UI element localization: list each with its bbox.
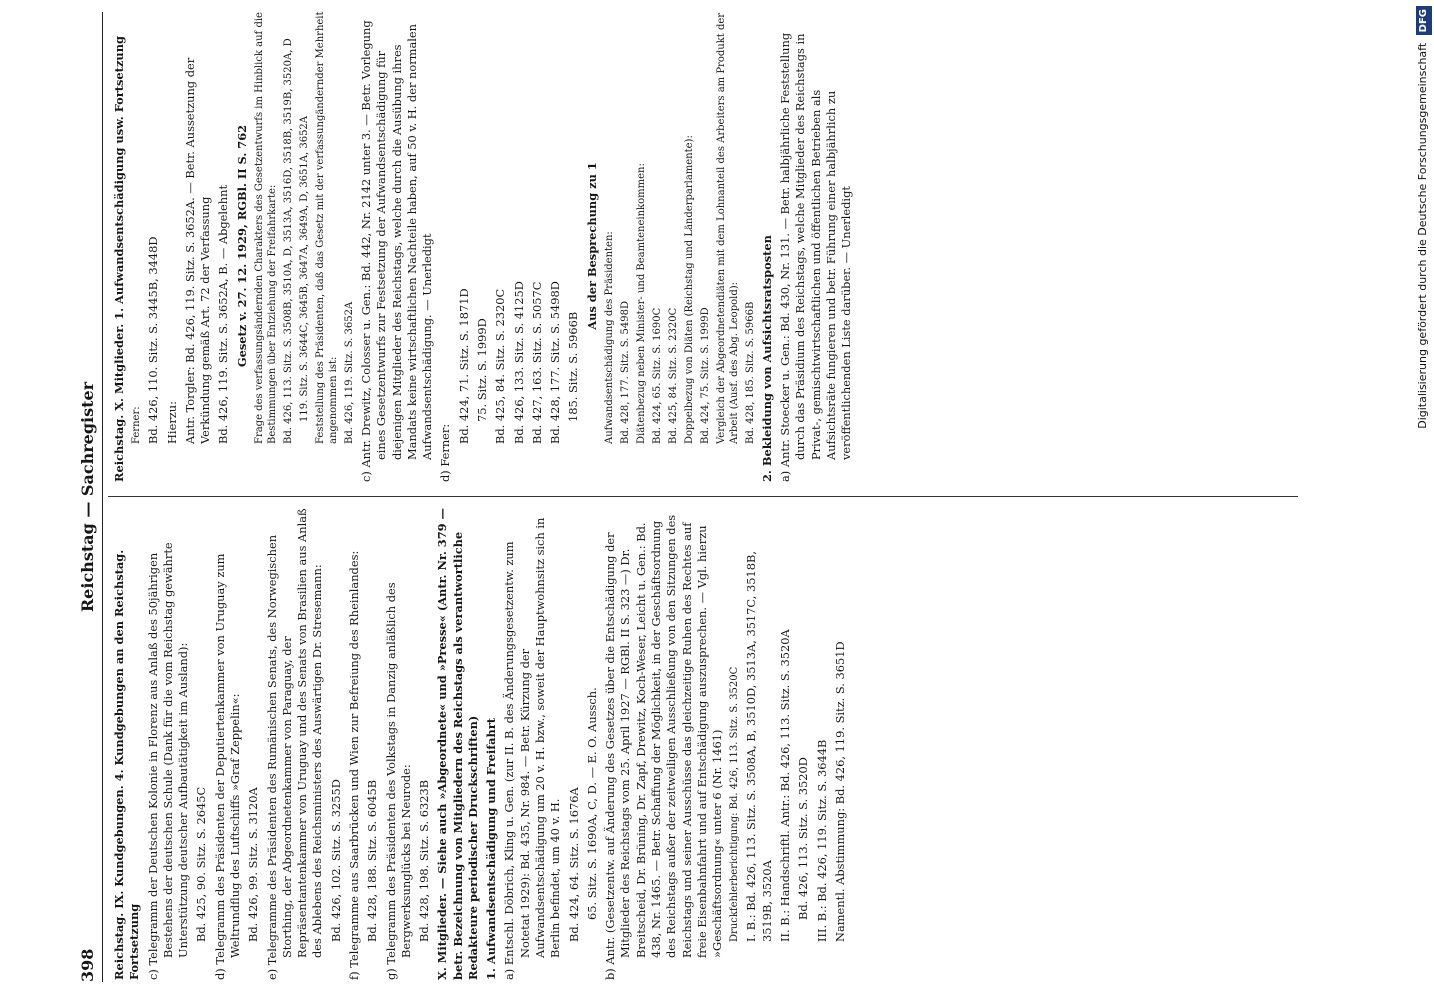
- left-column-entry: g) Telegramm des Präsidenten des Volkstags in Danzig anläßlich des Bergwerksunglücks bei Neurode:: [383, 582, 413, 980]
- right-column-entry: Vergleich der Abgeordnetendiäten mit dem Lohnanteil des Arbeiters am Produkt der Arbeit (Ausf. des Abg. Leopold):: [715, 12, 740, 444]
- dfg-logo: DFG: [1416, 6, 1432, 35]
- right-column-entry: Bd. 428, 185. Sitz. S. 5966B: [744, 301, 756, 444]
- right-column-entry: Gesetz v. 27. 12. 1929, RGBl. II S. 762: [234, 124, 249, 368]
- right-column-entry: 75. Sitz. S. 1999D: [474, 318, 489, 422]
- right-column-entry: Bd. 426, 110. Sitz. S. 3445B, 3448D: [146, 236, 161, 444]
- right-column-entry: Aus der Besprechung zu 1: [584, 162, 599, 330]
- right-column-entry: 2. Bekleidung von Aufsichtsratsposten: [759, 235, 774, 482]
- right-column-entry: Aufwandsentschädigung des Präsidenten:: [603, 231, 615, 444]
- right-column-entry: Doppelbezug von Diäten (Reichstag und Länderparlamente):: [683, 135, 695, 444]
- right-column-entry: Bd. 424, 75. Sitz. S. 1999D: [699, 307, 711, 444]
- left-column-entry: b) Antr. (Gesetzentw. auf Änderung des Gesetzes über die Entschädigung der Mitglieder des Reichstags vom 25. April 1927 — RGBl. II S. 323 —) Dr. Breitscheid, Dr. Brüning, Dr. Zapf, Drewitz, Koch-Weser, Leicht u. Gen.: Bd. 438, Nr. 1465. — Betr. Schaffung der Möglichkeit, in der Geschäftsordnung des Reichstags außer der zeitweiligen Ausschließung von den Sitzungen des Reichstags und seiner Ausschüsse das gleichzeitige Ruhen des Rechtes auf freie Eisenbahnfahrt und auf Entschädigung auszusprechen. — Vgl. hierzu »Geschäftsordnung« unter 6 (Nr. 1461): [603, 514, 725, 980]
- right-column-entry: 119. Sitz. S. 3644C, 3645B, 3647A, 3649A, D, 3651A, 3652A: [298, 115, 310, 422]
- left-column-entry: III. B.: Bd. 426, 119. Sitz. S. 3644B: [814, 739, 829, 942]
- left-column-entry: II. B.: Handschriftl. Antr.: Bd. 426, 113. Sitz. S. 3520A: [777, 629, 792, 942]
- left-column-entry: Bd. 426, 113. Sitz. S. 3520D: [796, 757, 811, 920]
- left-column-entry: Reichstag. IX. Kundgebungen. 4. Kundgebungen an den Reichstag. Fortsetzung: [112, 549, 142, 980]
- right-column-entry: Bd. 426, 133. Sitz. S. 4125D: [511, 281, 526, 444]
- right-column-entry: d) Ferner:: [438, 423, 453, 482]
- left-column-entry: I. B.: Bd. 426, 113. Sitz. S. 3508A, B, 3510D, 3513A, 3517C, 3518B, 3519B, 3520A: [744, 551, 774, 942]
- right-column-entry: Reichstag. X. Mitglieder. 1. Aufwandsentschädigung usw. Fortsetzung: [112, 36, 126, 482]
- left-column-entry: Bd. 426, 102. Sitz. S. 3255D: [328, 779, 343, 942]
- right-column-entry: Diätenbezug neben Minister- und Beamteneinkommen:: [635, 163, 647, 444]
- left-column-entry: c) Telegramm der Deutschen Kolonie in Florenz aus Anlaß des 50jährigen Bestehens der deutschen Schule (Dank für die vom Reichstag gewährte Unterstützung deutscher Aufbautätigkeit im Ausland):: [145, 542, 191, 980]
- right-column-entry: Bd. 425, 84. Sitz. S. 2320C: [667, 307, 679, 444]
- dfg-credit-text: Digitalisierung gefördert durch die Deutsche Forschungsgemeinschaft: [1416, 42, 1429, 429]
- left-column-entry: Bd. 424, 64. Sitz. S. 1676A: [566, 787, 581, 942]
- left-column-entry: Namentl. Abstimmung: Bd. 426, 119. Sitz. S. 3651D: [832, 641, 847, 942]
- left-column-entry: Druckfehlerberichtigung: Bd. 426, 113. Sitz. S. 3520C: [729, 666, 741, 942]
- dfg-credit-note: [1413, 6, 1433, 994]
- right-column-entry: Ferner:: [131, 406, 143, 444]
- right-column-entry: a) Antr. Stoecker u. Gen.: Bd. 430, Nr. 131. — Betr. halbjährliche Feststellung durch das Präsidium des Reichstags, welche Mitglieder des Reichstags in Privat-, gemischtwirtschaftlichen und öffentlichen Betrieben als Aufsichtsräte fungieren und betr. Führung einer halbjährlich zu veröffentlichenden Liste darüber. — Unerledigt: [778, 32, 854, 482]
- right-column-entry: 185. Sitz. S. 5966B: [566, 311, 581, 422]
- left-column-entry: Bd. 426, 99. Sitz. S. 3120A: [246, 787, 261, 942]
- left-column-entry: Bd. 425, 90. Sitz. S. 2645C: [194, 786, 209, 942]
- left-column-entry: e) Telegramme des Präsidenten des Rumänischen Senats, des Norwegischen Storthing, der Abgeordnetenkammer von Paraguay, der Repräsentantenkammer von Uruguay und des Senats von Brasilien aus Anlaß des Ablebens des Reichsministers des Auswärtigen Dr. Stresemann:: [264, 508, 325, 980]
- header-rule: [102, 12, 103, 982]
- right-column-entry: Antr. Torgler: Bd. 426, 119. Sitz. S. 3652A. — Betr. Aussetzung der Verkündung gemäß Art. 72 der Verfassung: [182, 57, 213, 444]
- left-column-entry: 65. Sitz. S. 1690A, C, D. — E. O. Aussch.: [584, 687, 599, 920]
- left-column: [112, 508, 1292, 980]
- right-column-entry: Feststellung des Präsidenten, daß das Gesetz mit der verfassungändernder Mehrheit angenommen ist:: [314, 11, 339, 444]
- right-column-entry: Bd. 427, 163. Sitz. S. 5057C: [529, 281, 544, 444]
- left-column-entry: Bd. 428, 188. Sitz. S. 6045B: [365, 779, 380, 942]
- column-divider: [108, 496, 1298, 497]
- right-column-entry: Bd. 425, 84. Sitz. S. 2320C: [493, 288, 508, 444]
- right-column-entry: Bd. 426, 119. Sitz. S. 3652A: [343, 301, 355, 444]
- right-column-entry: Bd. 428, 177. Sitz. S. 5498D: [548, 281, 563, 444]
- left-column-entry: a) Entschl. Döbrich, Kling u. Gen. (zur II. B. des Änderungsgesetzentw. zum Notetat 1929): Bd. 435, Nr. 984. — Betr. Kürzung der Aufwandsentschädigung um 20 v. H. bzw., soweit der Hauptwohnsitz sich in Berlin befindet, um 40 v. H.: [502, 517, 563, 980]
- right-column: [112, 10, 1292, 482]
- right-column-entry: Bd. 424, 71. Sitz. S. 1871D: [456, 288, 471, 444]
- left-column-entry: 1. Aufwandsentschädigung und Freifahrt: [484, 717, 499, 980]
- left-column-entry: Bd. 428, 198. Sitz. S. 6323B: [417, 779, 432, 942]
- page-number: 398: [78, 948, 97, 982]
- right-column-entry: Bd. 424, 65. Sitz. S. 1690C: [651, 307, 663, 444]
- dfg-credit-text-wrap: [1413, 6, 1433, 994]
- running-title: Reichstag — Sachregister: [78, 381, 97, 613]
- right-column-entry: Bd. 426, 113. Sitz. S. 3508B, 3510A, D, 3513A, 3516D, 3518B, 3519B, 3520A, D: [282, 38, 294, 444]
- right-column-entry: Hierzu:: [164, 401, 179, 444]
- right-column-entry: c) Antr. Drewitz, Colosser u. Gen.: Bd. 442, Nr. 2142 unter 3. — Betr. Vorlegung eines Gesetzentwurfs zur Festsetzung der Aufwandsentschädigung für diejenigen Mitglieder des Reichstags, welche durch die Ausübung ihres Mandats keine wirtschaftlichen Nachteile haben, auf 50 v. H. der normalen Aufwandsentschädigung. — Unerledigt: [358, 20, 435, 482]
- left-column-entry: X. Mitglieder. — Siehe auch »Abgeordnete« und »Presse« (Antr. Nr. 379 — betr. Bezeichnung von Mitgliedern des Reichstags als verantwortliche Redakteure periodischer Druckschriften): [435, 508, 480, 980]
- right-column-entry: Bd. 428, 177. Sitz. S. 5498D: [619, 300, 631, 444]
- left-column-entry: f) Telegramme aus Saarbrücken und Wien zur Befreiung des Rheinlandes:: [346, 550, 361, 980]
- right-column-entry: Frage des verfassungsändernden Charakters des Gesetzentwurfs im Hinblick auf die Bestimmungen über Entziehung der Freifahrkarte:: [253, 12, 278, 444]
- left-column-entry: d) Telegramm des Präsidenten der Deputiertenkammer von Uruguay zum Weltrundflug des Luftschiffs »Graf Zeppelin«:: [212, 553, 242, 980]
- page-header: [78, 12, 100, 982]
- right-column-entry: Bd. 426, 119. Sitz. S. 3652A, B. — Abgelehnt: [216, 184, 231, 444]
